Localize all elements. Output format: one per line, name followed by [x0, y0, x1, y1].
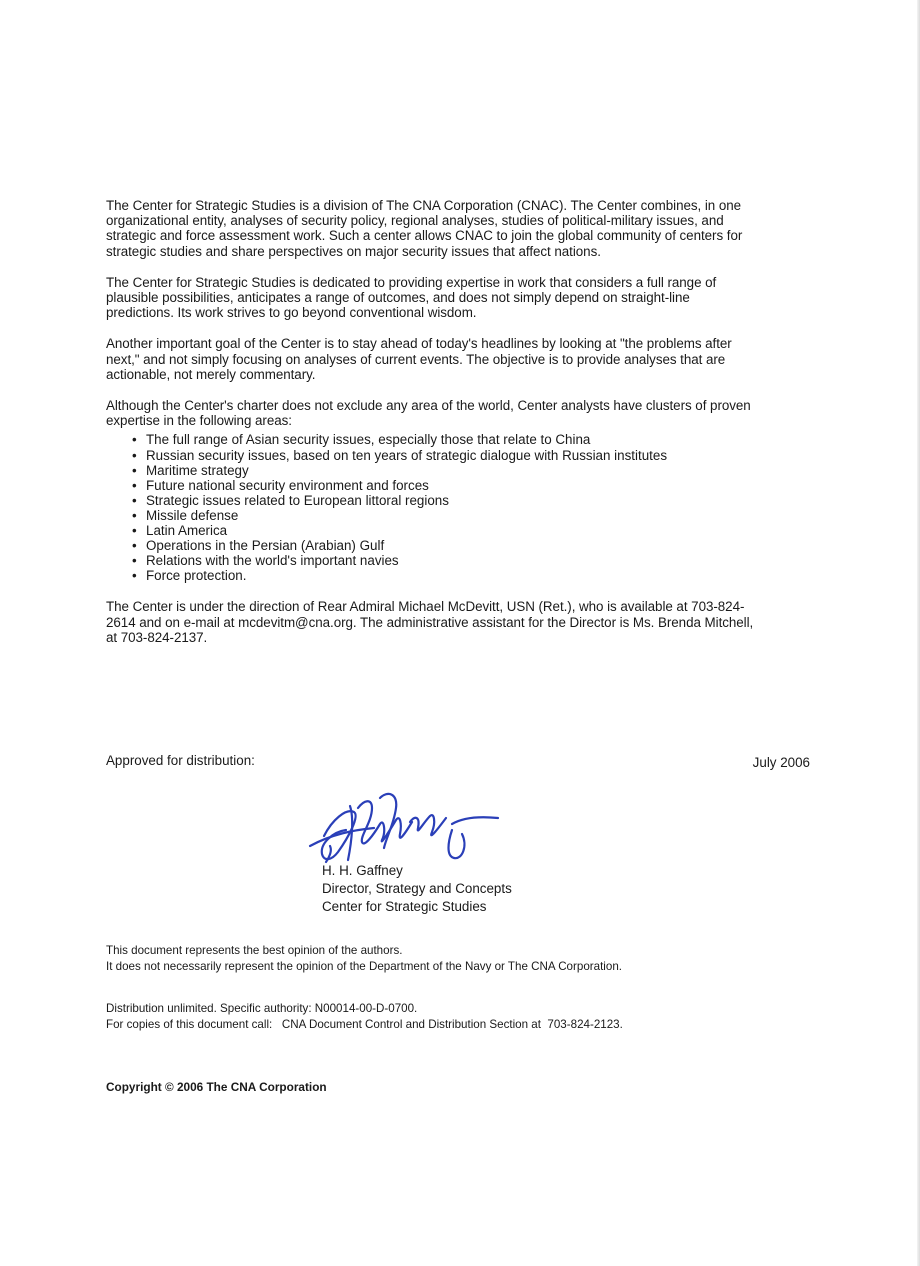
signature-strokes	[310, 794, 498, 862]
list-item: • Force protection.	[132, 568, 760, 583]
intro-paragraph: The Center for Strategic Studies is a division of The CNA Corporation (CNAC). The Center combines, in one organizational entity, analyses of security policy, regional analyses, studies of political-military issues, and strategic and force assessment work. Such a center allows CNAC to join the global community of centers for strategic studies and share perspectives on major security issues that affect nations.	[106, 198, 743, 259]
copyright-notice: Copyright © 2006 The CNA Corporation	[106, 1080, 327, 1094]
distribution-notice	[106, 1001, 623, 1032]
signer-title: Director, Strategy and Concepts	[322, 881, 512, 896]
list-item: • Maritime strategy	[132, 463, 760, 478]
list-item: • Relations with the world's important navies	[132, 553, 760, 568]
disclaimer-line: This document represents the best opinion of the authors.	[106, 944, 403, 957]
intro-paragraph: The Center for Strategic Studies is dedicated to providing expertise in work that considers a full range of plausible possibilities, anticipates a range of outcomes, and does not simply depend on straight-line predictions. Its work strives to go beyond conventional wisdom.	[106, 274, 717, 321]
signer-organization: Center for Strategic Studies	[322, 899, 487, 914]
list-item: • Future national security environment and forces	[132, 478, 760, 493]
intro-paragraph: Another important goal of the Center is to stay ahead of today's headlines by looking at "the problems after next," and not simply focusing on analyses of current events. The objective is to provide analyses that are actionable, not merely commentary.	[106, 336, 732, 382]
expertise-list	[132, 432, 760, 583]
disclaimer	[106, 943, 622, 974]
list-item: • The full range of Asian security issues, especially those that relate to China	[132, 432, 760, 447]
direction-paragraph: The Center is under the direction of Rear Admiral Michael McDevitt, USN (Ret.), who is available at 703-824-2614 and on e-mail at mcdevitm@cna.org. The administrative assistant for the Director is Ms. Brenda Mitchell, at 703-824-2137.	[106, 599, 754, 645]
list-item: • Latin America	[132, 523, 760, 538]
list-item: • Strategic issues related to European littoral regions	[132, 493, 760, 508]
list-item: • Russian security issues, based on ten years of strategic dialogue with Russian institutes	[132, 448, 760, 463]
list-item: • Operations in the Persian (Arabian) Gulf	[132, 538, 760, 553]
disclaimer-line: It does not necessarily represent the opinion of the Department of the Navy or The CNA Corporation.	[106, 959, 622, 973]
distribution-line: Distribution unlimited. Specific authority: N00014-00-D-0700.	[106, 1002, 418, 1015]
signer-block	[322, 862, 512, 916]
distribution-line: For copies of this document call: CNA Document Control and Distribution Section at 703-824-2123.	[106, 1017, 623, 1031]
approval-label: Approved for distribution:	[106, 753, 255, 768]
list-item: • Missile defense	[132, 508, 760, 523]
main-text	[106, 198, 760, 661]
signer-name: H. H. Gaffney	[322, 863, 403, 878]
intro-paragraph: Although the Center's charter does not exclude any area of the world, Center analysts have clusters of proven expertise in the following areas:	[106, 398, 751, 429]
approval-date: July 2006	[752, 755, 810, 770]
